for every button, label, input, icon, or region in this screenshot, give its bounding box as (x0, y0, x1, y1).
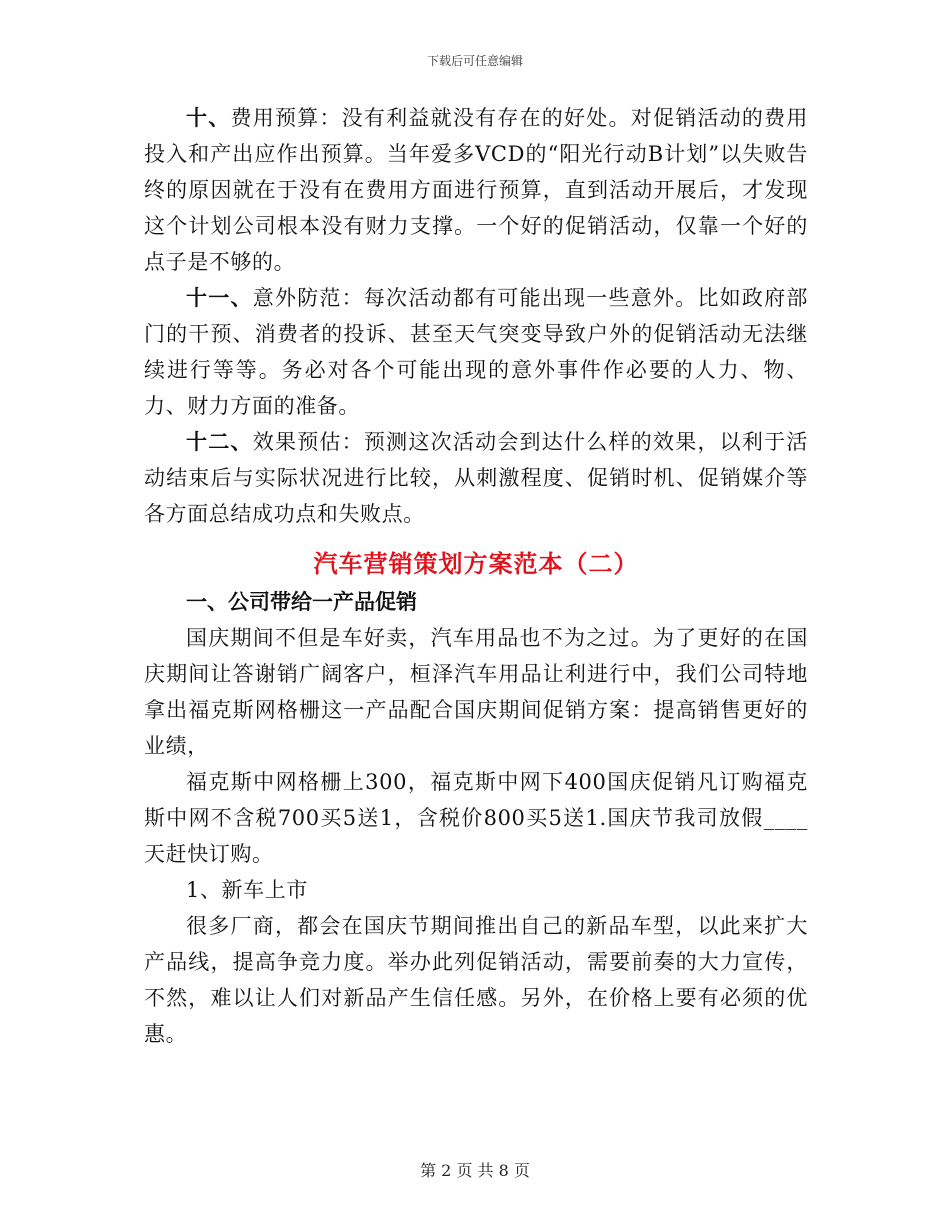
paragraph-promotion-price: 福克斯中网格栅上300，福克斯中网下400国庆促销凡订购福克斯中网不含税700买5送1，含税价800买5送1.国庆节我司放假____天赶快订购。 (144, 770, 808, 866)
paragraph-national-day: 国庆期间不但是车好卖，汽车用品也不为之过。为了更好的在国庆期间让答谢销广阔客户，桓泽汽车用品让利进行中，我们公司特地拿出福克斯网格栅这一产品配合国庆期间促销方案：提高销售更好的业绩， (144, 626, 808, 758)
section-twelve-heading: 效果预估 (252, 430, 342, 454)
section-twelve (144, 424, 808, 532)
paragraph-new-car-heading: 1、新车上市 (186, 878, 308, 902)
section-eleven (144, 280, 808, 424)
section-heading: 一、公司带给一产品促销 (186, 589, 417, 614)
section-eleven-number: 十一、 (186, 285, 253, 310)
section-twelve-text: ：预测这次活动会到达什么样的效果，以利于活动结束后与实际状况进行比较，从刺激程度、促销时机、促销媒介等各方面总结成功点和失败点。 (144, 430, 808, 526)
section-ten-text: ：没有利益就没有存在的好处。对促销活动的费用投入和产出应作出预算。当年爱多VCD的“阳光行动B计划”以失败告终的原因就在于没有在费用方面进行预算，直到活动开展后，才发现这个计划公司根本没有财力支撑。一个好的促销活动，仅靠一个好的点子是不够的。 (144, 106, 809, 274)
section-ten-number: 十、 (186, 105, 231, 130)
section-ten (144, 100, 808, 280)
section-eleven-heading: 意外防范 (252, 286, 342, 310)
section-ten-heading: 费用预算 (230, 106, 320, 130)
section-twelve-number: 十二、 (186, 429, 253, 454)
section-eleven-text: ：每次活动都有可能出现一些意外。比如政府部门的干预、消费者的投诉、甚至天气突变导致户外的促销活动无法继续进行等等。务必对各个可能出现的意外事件作必要的人力、物、力、财力方面的准备。 (144, 286, 808, 418)
paragraph-new-car: 很多厂商，都会在国庆节期间推出自己的新品车型，以此来扩大产品线，提高争竞力度。举办此列促销活动，需要前奏的大力宣传，不然，难以让人们对新品产生信任感。另外，在价格上要有必须的优惠。 (144, 914, 808, 1046)
document-title: 汽车营销策划方案范本（二） (313, 549, 639, 578)
document-body (144, 100, 808, 1052)
page-header: 下载后可任意编辑 (426, 54, 523, 68)
page-footer: 第 2 页 共 8 页 (420, 1161, 530, 1180)
